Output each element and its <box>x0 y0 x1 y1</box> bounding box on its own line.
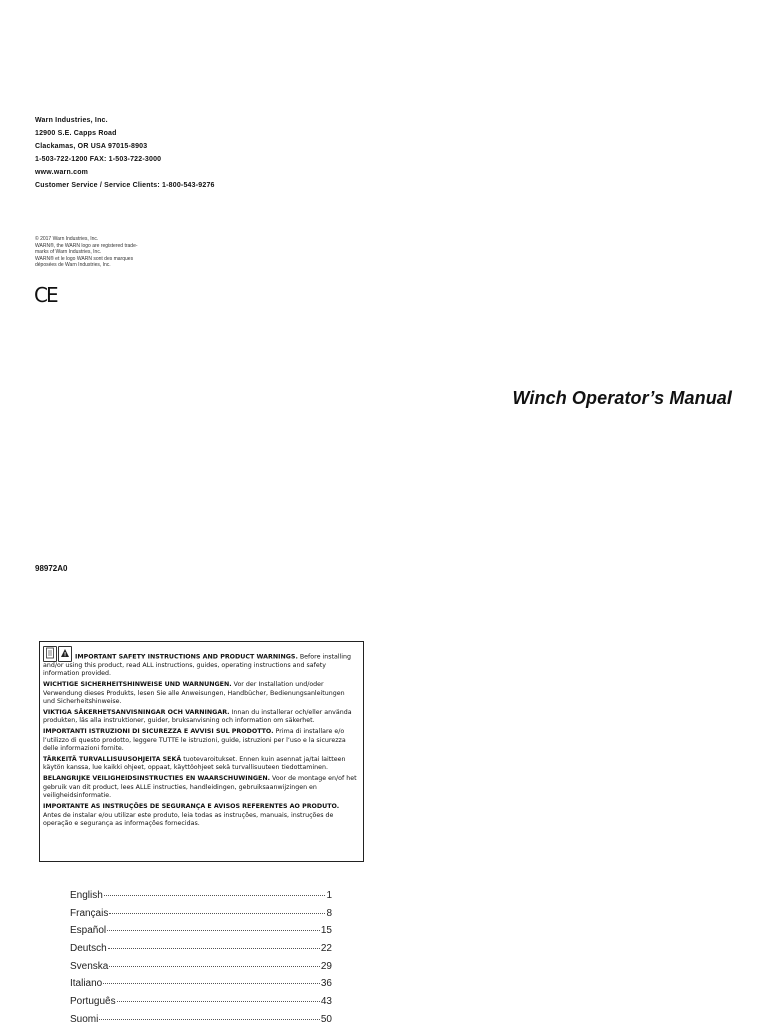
toc-language: Italiano <box>70 978 103 990</box>
toc-leader <box>103 982 320 984</box>
toc-entry-suomi[interactable] <box>70 1014 332 1032</box>
safety-para-nl <box>43 775 358 800</box>
safety-warning-box <box>39 641 364 862</box>
toc-page-number: 43 <box>320 996 332 1008</box>
toc-language: Deutsch <box>70 943 107 955</box>
safety-para-pt <box>43 803 358 828</box>
toc-entry-espanol[interactable] <box>70 925 332 943</box>
toc-page-number: 1 <box>326 890 332 901</box>
contact-block <box>35 114 215 192</box>
toc-entry-italiano[interactable] <box>70 978 332 996</box>
customer-service: Customer Service / Service Clients: 1-800-543-9276 <box>35 182 215 189</box>
toc-page-number: 36 <box>320 978 332 990</box>
safety-text-en: Before installing and/or using this product, read ALL instructions, guides, operating instructions and safety information provided. <box>43 653 352 678</box>
toc-page-number: 15 <box>320 925 332 937</box>
safety-para-de <box>43 681 358 706</box>
toc-leader <box>99 1018 320 1020</box>
legal-notice <box>35 236 165 269</box>
safety-heading-de: WICHTIGE SICHERHEITSHINWEISE UND WARNUNGEN. <box>43 681 232 689</box>
safety-icons <box>43 646 72 662</box>
safety-heading-sv: VIKTIGA SÄKERHETSANVISNINGAR OCH VARNINGAR. <box>43 709 230 717</box>
toc-leader <box>104 894 326 896</box>
toc-language: Português <box>70 996 116 1008</box>
manual-icon <box>43 646 57 662</box>
city-address: Clackamas, OR USA 97015-8903 <box>35 143 148 150</box>
toc-leader <box>107 929 320 931</box>
safety-heading-pt: IMPORTANTE AS INSTRUÇÕES DE SEGURANÇA E AVISOS REFERENTES AO PRODUTO. <box>43 803 340 811</box>
safety-heading-en: IMPORTANT SAFETY INSTRUCTIONS AND PRODUCT WARNINGS. <box>75 653 298 661</box>
legal-line: © 2017 Warn Industries, Inc. <box>35 236 99 242</box>
toc-language: Suomi <box>70 1013 99 1025</box>
safety-heading-fi: TÄRKEITÄ TURVALLISUUSOHJEITA SEKÄ <box>43 756 182 764</box>
toc-entry-portugues[interactable] <box>70 996 332 1014</box>
website: www.warn.com <box>35 169 89 176</box>
toc-page-number: 22 <box>320 943 332 955</box>
safety-text-sv: Innan du installerar och/eller använda produkten, läs alla instruktioner, guider, bruksanvisning och information om säkerhet. <box>43 709 352 725</box>
safety-heading-it: IMPORTANTI ISTRUZIONI DI SICUREZZA E AVVISI SUL PRODOTTO. <box>43 728 274 736</box>
safety-text-fi: tuotevaroitukset. Ennen kuin asennat ja/tai laitteen käytön kanssa, lue kaikki ohjeet, oppaat, käyttöohjeet sekä turvallisuuteen tiedottaminen. <box>43 756 346 772</box>
part-number: 98972A0 <box>35 564 68 573</box>
ce-mark: CE <box>34 283 57 307</box>
safety-text-pt: Antes de instalar e/ou utilizar este produto, leia todas as instruções, manuais, instruções de operação e segurança as informações fornecidas. <box>43 811 334 827</box>
street-address: 12900 S.E. Capps Road <box>35 130 117 137</box>
toc-leader <box>108 947 320 949</box>
safety-text-it: Prima di installare e/o l’utilizzo di questo prodotto, leggere TUTTE le istruzioni, guide, istruzioni per l’uso e la sicurezza delle informazioni fornite. <box>43 728 346 753</box>
toc-page-number: 29 <box>320 960 332 972</box>
toc-leader <box>109 912 325 914</box>
legal-line: WARN®, the WARN logo are registered trade- <box>35 242 138 249</box>
toc-language: Français <box>70 907 109 919</box>
toc-entry-english[interactable] <box>70 890 332 908</box>
toc-language: Svenska <box>70 960 109 972</box>
toc-language: Español <box>70 925 107 937</box>
safety-text-nl: Voor de montage en/of het gebruik van dit product, lees ALLE instructies, handleidingen, gebruiksaanwijzingen en veiligheidsinformatie. <box>43 775 357 800</box>
toc-entry-svenska[interactable] <box>70 961 332 979</box>
table-of-contents <box>70 890 332 1032</box>
legal-line: marks of Warn Industries, Inc. <box>35 249 102 255</box>
legal-line: WARN® et le logo WARN sont des marques <box>35 255 134 262</box>
toc-page-number: 8 <box>326 907 332 919</box>
safety-para-fi <box>43 756 358 773</box>
safety-heading-nl: BELANGRIJKE VEILIGHEIDSINSTRUCTIES EN WAARSCHUWINGEN. <box>43 775 270 783</box>
safety-para-sv <box>43 709 358 726</box>
safety-para-it <box>43 728 358 753</box>
document-title: Winch Operator’s Manual <box>512 388 732 408</box>
toc-leader <box>109 965 320 967</box>
safety-text-de: Vor der Installation und/oder Verwendung dieses Produkts, lesen Sie alle Anweisungen, Handbücher, Bedienungsanleitungen und Sicherheitshinweise. <box>43 681 345 706</box>
toc-leader <box>117 1000 320 1002</box>
company-name: Warn Industries, Inc. <box>35 117 108 124</box>
safety-para-en <box>43 646 358 679</box>
toc-language: English <box>70 890 103 901</box>
warning-icon <box>58 646 72 662</box>
toc-entry-francais[interactable] <box>70 908 332 926</box>
toc-page-number: 50 <box>320 1013 332 1025</box>
legal-line: déposées de Warn Industries, Inc. <box>35 262 111 268</box>
toc-entry-deutsch[interactable] <box>70 943 332 961</box>
phone-fax: 1-503-722-1200 FAX: 1-503-722-3000 <box>35 156 162 163</box>
